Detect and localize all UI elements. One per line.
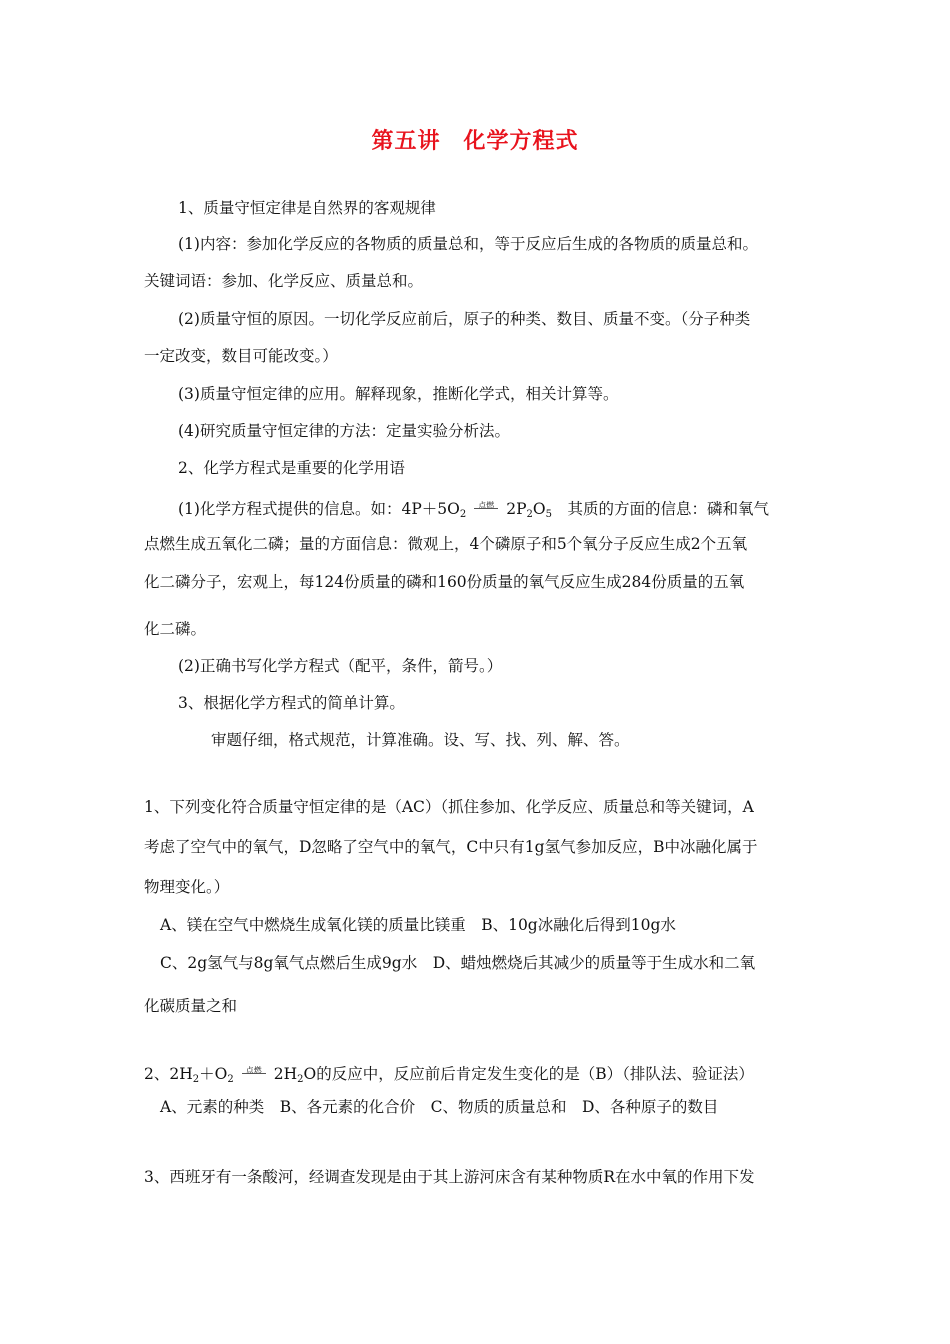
paragraph-line: (1)内容：参加化学反应的各物质的质量总和，等于反应后生成的各物质的质量总和。 xyxy=(178,235,758,253)
paragraph-line: (2)质量守恒的原因。一切化学反应前后，原子的种类、数目、质量不变。（分子种类 xyxy=(178,310,751,328)
equation-text: ＋O xyxy=(199,1065,228,1083)
paragraph-line: 化二磷。 xyxy=(144,620,207,638)
section-2-heading: 2、化学方程式是重要的化学用语 xyxy=(178,459,405,477)
paragraph-line: 一定改变，数目可能改变。） xyxy=(144,347,338,365)
reaction-condition: 点燃 xyxy=(466,496,506,516)
subscript: 2 xyxy=(297,1074,304,1085)
page-title: 第五讲 化学方程式 xyxy=(371,129,579,154)
paragraph-line: (3)质量守恒定律的应用。解释现象，推断化学式，相关计算等。 xyxy=(178,385,619,403)
equation-text: O的反应中，反应前后肯定发生变化的是（B）（排队法、验证法） xyxy=(303,1065,754,1083)
equation-line-1 xyxy=(178,496,769,525)
paragraph-line: (4)研究质量守恒定律的方法：定量实验分析法。 xyxy=(178,422,510,440)
section-3-heading: 3、根据化学方程式的简单计算。 xyxy=(178,694,405,712)
equation-text: (1)化学方程式提供的信息。如：4P＋5O xyxy=(178,500,460,518)
question-2-options: A、元素的种类 B、各元素的化合价 C、物质的质量总和 D、各种原子的数目 xyxy=(160,1098,719,1116)
equation-text: 其质的方面的信息：磷和氧气 xyxy=(551,500,769,518)
paragraph-line: 化二磷分子，宏观上，每124份质量的磷和160份质量的氧气反应生成284份质量的五氧 xyxy=(144,573,745,591)
question-3-line: 3、西班牙有一条酸河，经调查发现是由于其上游河床含有某种物质R在水中氧的作用下发 xyxy=(144,1168,755,1186)
question-1-option: C、2g氢气与8g氧气点燃后生成9g水 D、蜡烛燃烧后其减少的质量等于生成水和二氧 xyxy=(160,954,756,972)
equation-text: 2、2H xyxy=(144,1065,193,1083)
paragraph-line: 关键词语：参加、化学反应、质量总和。 xyxy=(144,272,424,290)
paragraph-line: 点燃生成五氧化二磷；量的方面信息：微观上，4个磷原子和5个氧分子反应生成2个五氧 xyxy=(144,535,748,553)
question-1-line: 物理变化。） xyxy=(144,878,230,896)
equation-text: 2P xyxy=(506,500,527,518)
subscript: 2 xyxy=(459,509,467,520)
question-1-line: 1、下列变化符合质量守恒定律的是（AC）（抓住参加、化学反应、质量总和等关键词，A xyxy=(144,798,754,816)
question-1-option: A、镁在空气中燃烧生成氧化镁的质量比镁重 B、10g冰融化后得到10g水 xyxy=(160,916,676,934)
question-1-option: 化碳质量之和 xyxy=(144,997,238,1015)
subscript: 2 xyxy=(192,1074,200,1085)
subscript: 2 xyxy=(526,509,533,520)
paragraph-line: (2)正确书写化学方程式（配平，条件，箭号。） xyxy=(178,657,503,675)
reaction-condition: 点燃 xyxy=(234,1061,274,1081)
question-2-line xyxy=(144,1061,754,1090)
subscript: 5 xyxy=(545,509,552,520)
subscript: 2 xyxy=(227,1074,234,1085)
equation-text: O xyxy=(532,500,546,518)
question-1-line: 考虑了空气中的氧气，D忽略了空气中的氧气，C中只有1g氢气参加反应，B中冰融化属于 xyxy=(144,838,758,856)
paragraph-line: 审题仔细，格式规范，计算准确。设、写、找、列、解、答。 xyxy=(211,731,630,749)
section-1-heading: 1、质量守恒定律是自然界的客观规律 xyxy=(178,199,436,217)
equation-text: 2H xyxy=(273,1065,298,1083)
